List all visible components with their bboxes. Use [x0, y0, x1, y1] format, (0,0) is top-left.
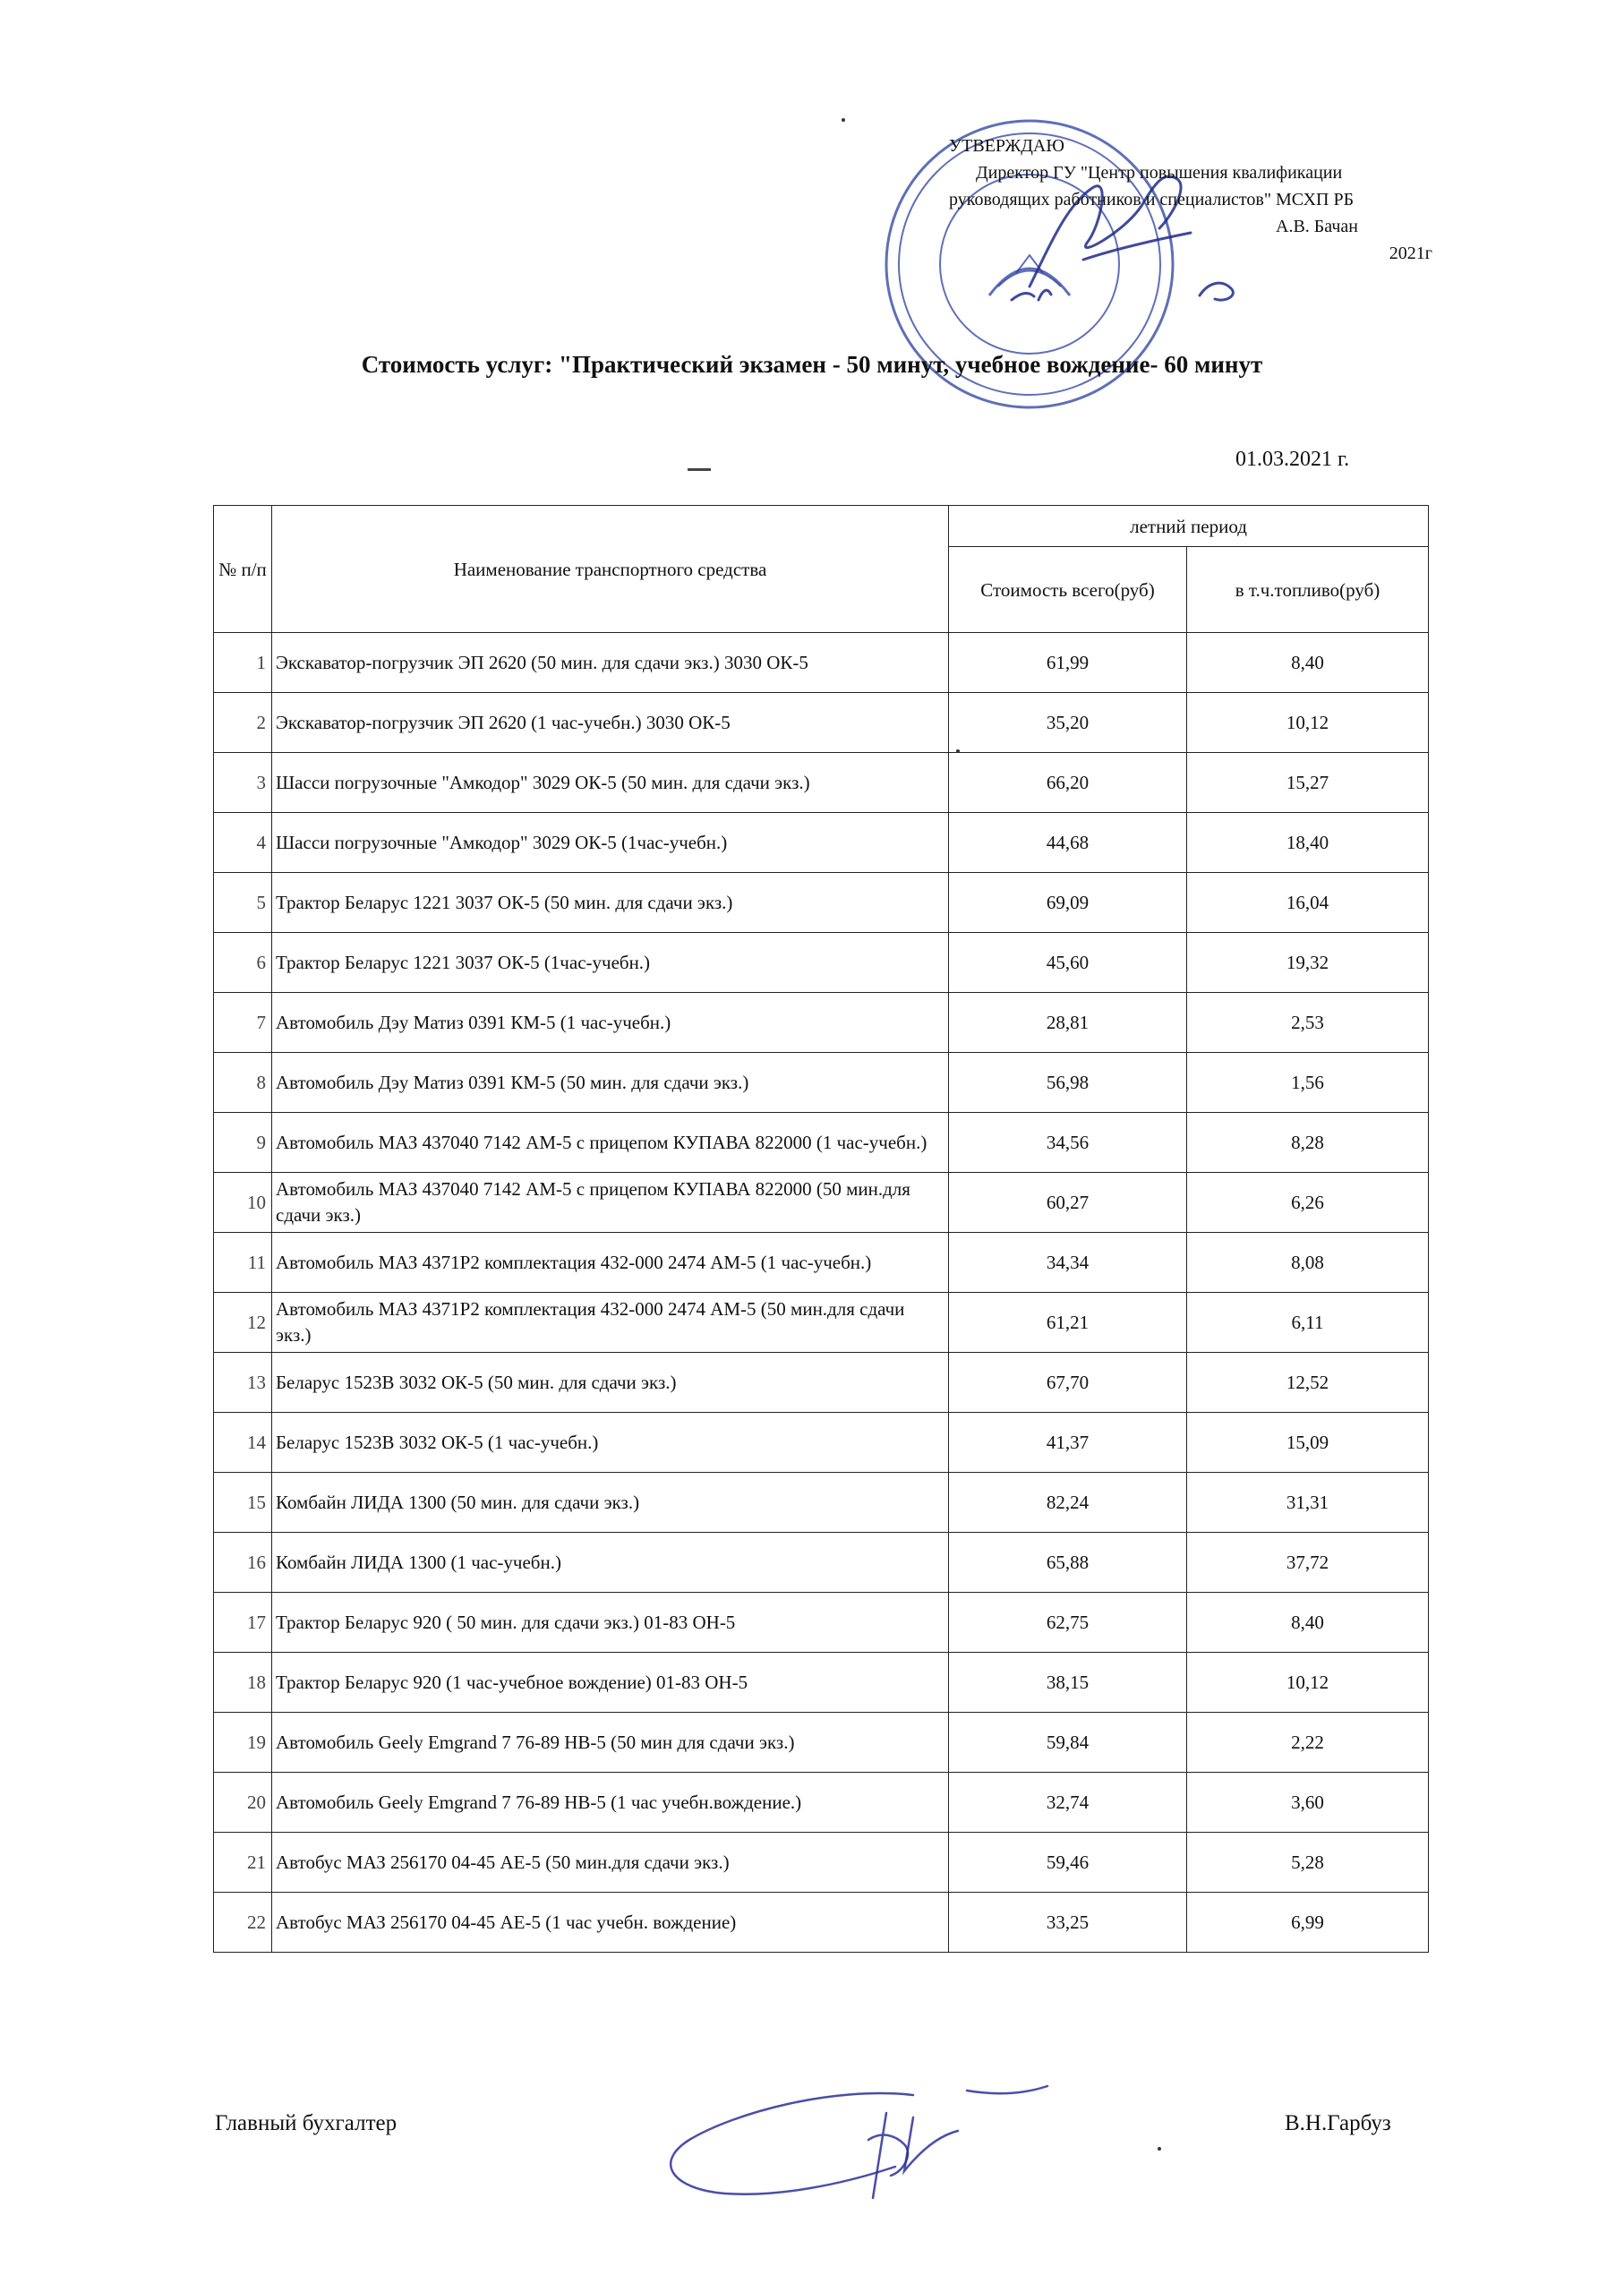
fuel-cost: 8,40: [1187, 633, 1429, 693]
row-number: 3: [214, 753, 272, 813]
header-number: № п/п: [214, 506, 272, 633]
fuel-cost: 18,40: [1187, 813, 1429, 873]
fuel-cost: 10,12: [1187, 1653, 1429, 1713]
row-number: 22: [214, 1893, 272, 1953]
fuel-cost: 6,99: [1187, 1893, 1429, 1953]
row-number: 8: [214, 1053, 272, 1113]
total-cost: 38,15: [949, 1653, 1187, 1713]
row-number: 19: [214, 1713, 272, 1773]
table-row: [214, 753, 1429, 813]
fuel-cost: 10,12: [1187, 693, 1429, 753]
total-cost: 69,09: [949, 873, 1187, 933]
total-cost: 44,68: [949, 813, 1187, 873]
vehicle-name: Беларус 1523В 3032 ОК-5 (1 час-учебн.): [272, 1413, 949, 1473]
row-number: 18: [214, 1653, 272, 1713]
fuel-cost: 12,52: [1187, 1353, 1429, 1413]
header-fuel-cost: в т.ч.топливо(руб): [1187, 547, 1429, 633]
document-date: 01.03.2021 г.: [1235, 448, 1350, 471]
row-number: 12: [214, 1293, 272, 1353]
header-total-cost: Стоимость всего(руб): [949, 547, 1187, 633]
fuel-cost: 6,26: [1187, 1173, 1429, 1233]
total-cost: 34,34: [949, 1233, 1187, 1293]
table-row: [214, 1713, 1429, 1773]
vehicle-name: Шасси погрузочные "Амкодор" 3029 ОК-5 (1час-учебн.): [272, 813, 949, 873]
total-cost: 59,46: [949, 1833, 1187, 1893]
scan-speck: [956, 749, 960, 753]
row-number: 2: [214, 693, 272, 753]
vehicle-name: Автомобиль МАЗ 4371Р2 комплектация 432-000 2474 АМ-5 (50 мин.для сдачи экз.): [272, 1293, 949, 1353]
divider: [688, 468, 711, 471]
vehicle-name: Автомобиль МАЗ 437040 7142 АМ-5 с прицепом КУПАВА 822000 (1 час-учебн.): [272, 1113, 949, 1173]
vehicle-name: Экскаватор-погрузчик ЭП 2620 (1 час-учебн.) 3030 ОК-5: [272, 693, 949, 753]
vehicle-name: Трактор Беларус 1221 3037 ОК-5 (1час-учебн.): [272, 933, 949, 993]
total-cost: 45,60: [949, 933, 1187, 993]
accountant-name: В.Н.Гарбуз: [1285, 2111, 1391, 2135]
fuel-cost: 5,28: [1187, 1833, 1429, 1893]
accountant-position: Главный бухгалтер: [215, 2111, 397, 2135]
total-cost: 41,37: [949, 1413, 1187, 1473]
vehicle-name: Автомобиль Geely Emgrand 7 76-89 НВ-5 (50 мин для сдачи экз.): [272, 1713, 949, 1773]
total-cost: 66,20: [949, 753, 1187, 813]
vehicle-name: Беларус 1523В 3032 ОК-5 (50 мин. для сдачи экз.): [272, 1353, 949, 1413]
table-row: [214, 1293, 1429, 1353]
row-number: 7: [214, 993, 272, 1053]
vehicle-name: Автомобиль МАЗ 4371Р2 комплектация 432-000 2474 АМ-5 (1 час-учебн.): [272, 1233, 949, 1293]
row-number: 14: [214, 1413, 272, 1473]
fuel-cost: 2,22: [1187, 1713, 1429, 1773]
approval-heading: УТВЕРЖДАЮ: [949, 136, 1064, 156]
table-row: [214, 933, 1429, 993]
total-cost: 61,99: [949, 633, 1187, 693]
total-cost: 62,75: [949, 1593, 1187, 1653]
fuel-cost: 31,31: [1187, 1473, 1429, 1533]
price-table: [213, 505, 1429, 1953]
table-row: [214, 1053, 1429, 1113]
vehicle-name: Автомобиль Дэу Матиз 0391 КМ-5 (1 час-учебн.): [272, 993, 949, 1053]
fuel-cost: 8,08: [1187, 1233, 1429, 1293]
scan-speck: [1158, 2147, 1161, 2151]
fuel-cost: 15,27: [1187, 753, 1429, 813]
row-number: 9: [214, 1113, 272, 1173]
approval-position-line2: руководящих работников и специалистов" МСХП РБ: [949, 190, 1355, 210]
fuel-cost: 1,56: [1187, 1053, 1429, 1113]
table-row: [214, 1233, 1429, 1293]
approval-position-line1: Директор ГУ "Центр повышения квалификации: [976, 163, 1343, 183]
total-cost: 34,56: [949, 1113, 1187, 1173]
table-row: [214, 1473, 1429, 1533]
row-number: 17: [214, 1593, 272, 1653]
fuel-cost: 15,09: [1187, 1413, 1429, 1473]
fuel-cost: 16,04: [1187, 873, 1429, 933]
table-row: [214, 693, 1429, 753]
row-number: 4: [214, 813, 272, 873]
table-row: [214, 1773, 1429, 1833]
approval-block: [949, 133, 1450, 267]
document-title: Стоимость услуг: "Практический экзамен - 50 минут, учебное вождение- 60 минут: [361, 351, 1263, 378]
table-row: [214, 813, 1429, 873]
row-number: 16: [214, 1533, 272, 1593]
table-row: [214, 1893, 1429, 1953]
table-row: [214, 873, 1429, 933]
fuel-cost: 8,40: [1187, 1593, 1429, 1653]
total-cost: 35,20: [949, 693, 1187, 753]
vehicle-name: Шасси погрузочные "Амкодор" 3029 ОК-5 (50 мин. для сдачи экз.): [272, 753, 949, 813]
row-number: 1: [214, 633, 272, 693]
vehicle-name: Автобус МАЗ 256170 04-45 АЕ-5 (50 мин.для сдачи экз.): [272, 1833, 949, 1893]
table-row: [214, 993, 1429, 1053]
vehicle-name: Автомобиль МАЗ 437040 7142 АМ-5 с прицепом КУПАВА 822000 (50 мин.для сдачи экз.): [272, 1173, 949, 1233]
vehicle-name: Автомобиль Дэу Матиз 0391 КМ-5 (50 мин. для сдачи экз.): [272, 1053, 949, 1113]
fuel-cost: 37,72: [1187, 1533, 1429, 1593]
approval-signer-name: А.В. Бачан: [1276, 217, 1358, 236]
table-row: [214, 1533, 1429, 1593]
header-vehicle-name: Наименование транспортного средства: [272, 506, 949, 633]
table-row: [214, 1113, 1429, 1173]
vehicle-name: Трактор Беларус 920 ( 50 мин. для сдачи экз.) 01-83 ОН-5: [272, 1593, 949, 1653]
vehicle-name: Комбайн ЛИДА 1300 (50 мин. для сдачи экз.): [272, 1473, 949, 1533]
fuel-cost: 19,32: [1187, 933, 1429, 993]
row-number: 20: [214, 1773, 272, 1833]
table-row: [214, 1593, 1429, 1653]
row-number: 15: [214, 1473, 272, 1533]
scan-speck: [842, 118, 845, 122]
fuel-cost: 2,53: [1187, 993, 1429, 1053]
table-row: [214, 1353, 1429, 1413]
total-cost: 67,70: [949, 1353, 1187, 1413]
total-cost: 60,27: [949, 1173, 1187, 1233]
fuel-cost: 3,60: [1187, 1773, 1429, 1833]
table-row: [214, 1653, 1429, 1713]
table-row: [214, 1173, 1429, 1233]
total-cost: 33,25: [949, 1893, 1187, 1953]
vehicle-name: Автобус МАЗ 256170 04-45 АЕ-5 (1 час учебн. вождение): [272, 1893, 949, 1953]
table-row: [214, 633, 1429, 693]
vehicle-name: Трактор Беларус 920 (1 час-учебное вождение) 01-83 ОН-5: [272, 1653, 949, 1713]
header-period: летний период: [949, 506, 1429, 547]
table-row: [214, 1413, 1429, 1473]
fuel-cost: 8,28: [1187, 1113, 1429, 1173]
row-number: 13: [214, 1353, 272, 1413]
table-row: [214, 1833, 1429, 1893]
fuel-cost: 6,11: [1187, 1293, 1429, 1353]
accountant-signature: [618, 2077, 1083, 2211]
row-number: 10: [214, 1173, 272, 1233]
approval-year: 2021г: [1389, 244, 1432, 263]
total-cost: 32,74: [949, 1773, 1187, 1833]
vehicle-name: Автомобиль Geely Emgrand 7 76-89 НВ-5 (1 час учебн.вождение.): [272, 1773, 949, 1833]
total-cost: 65,88: [949, 1533, 1187, 1593]
row-number: 21: [214, 1833, 272, 1893]
vehicle-name: Экскаватор-погрузчик ЭП 2620 (50 мин. для сдачи экз.) 3030 ОК-5: [272, 633, 949, 693]
total-cost: 61,21: [949, 1293, 1187, 1353]
vehicle-name: Трактор Беларус 1221 3037 ОК-5 (50 мин. для сдачи экз.): [272, 873, 949, 933]
row-number: 6: [214, 933, 272, 993]
total-cost: 59,84: [949, 1713, 1187, 1773]
row-number: 5: [214, 873, 272, 933]
total-cost: 56,98: [949, 1053, 1187, 1113]
row-number: 11: [214, 1233, 272, 1293]
vehicle-name: Комбайн ЛИДА 1300 (1 час-учебн.): [272, 1533, 949, 1593]
total-cost: 28,81: [949, 993, 1187, 1053]
total-cost: 82,24: [949, 1473, 1187, 1533]
